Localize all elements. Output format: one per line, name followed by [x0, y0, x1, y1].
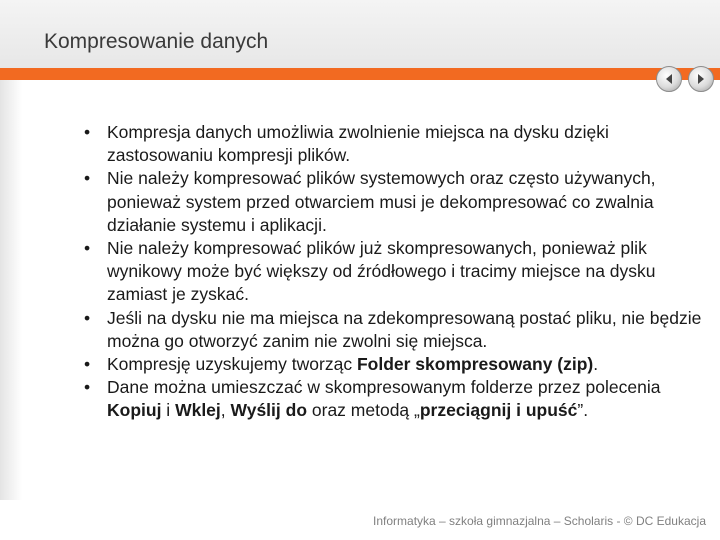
bullet-item [80, 376, 716, 422]
bullet-item [80, 307, 716, 353]
bullet-item [80, 167, 716, 237]
bullet-text: ”. [577, 400, 589, 421]
bullet-text: oraz metodą „ [307, 400, 420, 421]
slide-footer: Informatyka – szkoła gimnazjalna – Scholaris - © DC Edukacja [373, 514, 706, 528]
bullet-bold-text: Wklej [175, 400, 221, 421]
left-shade [0, 80, 22, 500]
bullet-text: Jeśli na dysku nie ma miejsca na zdekompresowaną postać pliku, nie będzie można go otworzyć zanim nie zwolni się miejsca. [107, 307, 702, 351]
bullet-text: Nie należy kompresować plików systemowych oraz często używanych, ponieważ system przed otwarciem musi je dekompresować co zwalnia działanie systemu i aplikacji. [107, 168, 656, 235]
bullet-text: . [593, 354, 599, 375]
bullet-text: Nie należy kompresować plików już skompresowanych, ponieważ plik wynikowy może być większy od źródłowego i tracimy miejsce na dysku zamiast je zyskać. [107, 238, 656, 305]
bullet-item [80, 121, 716, 167]
arrow-right-icon [695, 73, 707, 85]
bullet-text: i [161, 400, 176, 421]
bullet-text: Dane można umieszczać w skompresowanym folderze przez polecenia [107, 377, 661, 398]
bullet-bold-text: Wyślij do [230, 400, 308, 421]
next-slide-button[interactable] [688, 66, 714, 92]
bullet-item [80, 237, 716, 307]
bullet-text: , [220, 400, 231, 421]
arrow-left-icon [663, 73, 675, 85]
slide-content [80, 121, 716, 423]
bullet-bold-text: Kopiuj [107, 400, 162, 421]
accent-bar [0, 68, 720, 80]
previous-slide-button[interactable] [656, 66, 682, 92]
bullet-bold-text: przeciągnij i upuść [419, 400, 578, 421]
bullet-text: Kompresja danych umożliwia zwolnienie miejsca na dysku dzięki zastosowaniu kompresji plików. [107, 122, 609, 166]
bullet-bold-text: Folder skompresowany (zip) [356, 354, 594, 375]
bullet-list [80, 121, 716, 423]
bullet-item [80, 353, 716, 376]
slide-title: Kompresowanie danych [44, 30, 269, 53]
bullet-text: Kompresję uzyskujemy tworząc [107, 354, 357, 375]
